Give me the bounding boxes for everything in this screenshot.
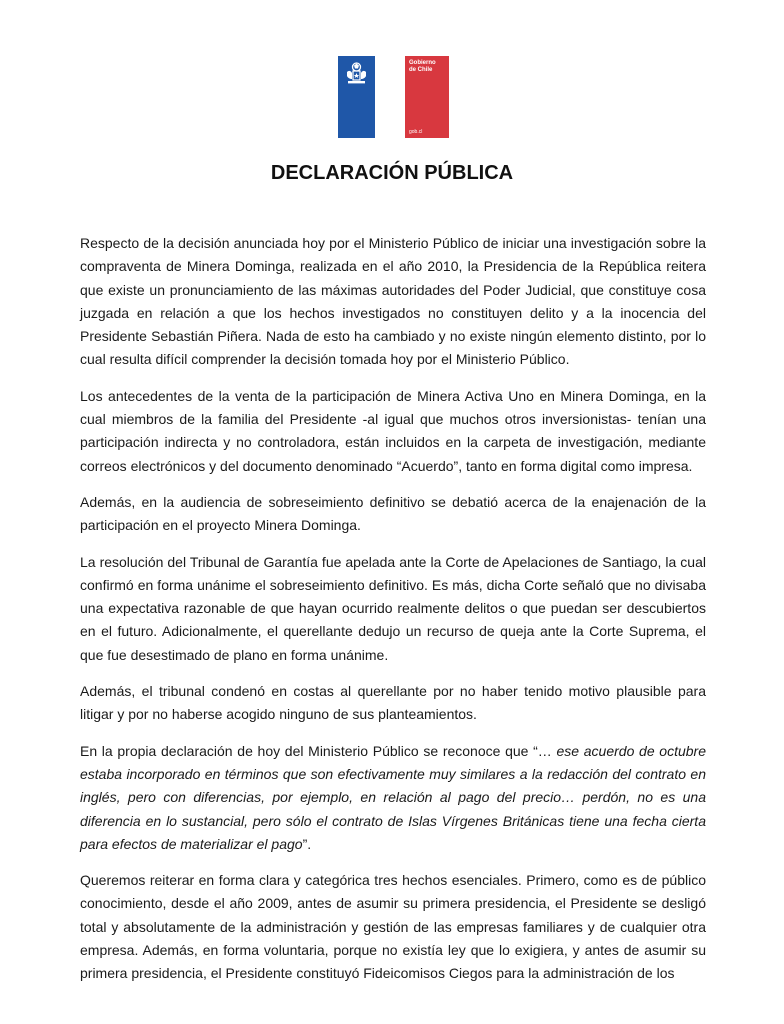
paragraph-5: Además, el tribunal condenó en costas al querellante por no haber tenido motivo plausible para litigar y por no haberse acogido ninguno de sus planteamientos. xyxy=(80,683,706,723)
logo-url-text: gob.cl xyxy=(409,129,423,135)
paragraph-7: Queremos reiterar en forma clara y categórica tres hechos esenciales. Primero, como es de público conocimiento, desde el año 2009, antes de asumir su primera presidencia, el Presidente se desligó total y absolutamente de la administración y gestión de las empresas familiares y de cualquier otra empresa. Además, en forma voluntaria, porque no existía ley que lo exigiera, y antes de asumir su primera presidencia, el Presidente constituyó Fideicomisos Ciegos para la administración de los xyxy=(80,872,706,982)
document-body xyxy=(80,232,706,999)
paragraph-2: Los antecedentes de la venta de la participación de Minera Activa Uno en Minera Dominga, en la cual miembros de la familia del Presidente -al igual que muchos otros inversionistas- tenían una participación indirecta y no controladora, están incluidos en la carpeta de investigación, mediante correos electrónicos y del documento denominado “Acuerdo”, tanto en forma digital como impresa. xyxy=(80,387,706,474)
page-title: DECLARACIÓN PÚBLICA xyxy=(270,162,514,184)
logo-red-band xyxy=(405,56,449,138)
paragraph-3: Además, en la audiencia de sobreseimiento definitivo se debatió acerca de la enajenación de la participación en el proyecto Minera Dominga. xyxy=(80,493,706,534)
paragraph-1: Respecto de la decisión anunciada hoy por el Ministerio Público de iniciar una investigación sobre la compraventa de Minera Dominga, realizada en el año 2010, la Presidencia de la República reitera que existe un pronunciamiento de las máximas autoridades del Poder Judicial, que constituye cosa juzgada en relación a que los hechos investigados no constituyen delito y a la inocencia del Presidente Sebastián Piñera. Nada de esto ha cambiado y no existe ningún elemento distinto, por lo cual resulta difícil comprender la decisión tomada hoy por el Ministerio Público. xyxy=(80,235,706,368)
logo-brand-text: Gobierno de Chile xyxy=(409,60,436,73)
gobierno-de-chile-logo xyxy=(338,56,449,138)
paragraph-6-quote xyxy=(80,740,706,856)
coat-of-arms-icon xyxy=(343,60,370,86)
paragraph-4: La resolución del Tribunal de Garantía fue apelada ante la Corte de Apelaciones de Santiago, la cual confirmó en forma unánime el sobreseimiento definitivo. Es más, dicha Corte señaló que no divisaba una expectativa razonable de que hayan ocurrido realmente delitos o que puedan ser descubiertos en el futuro. Adicionalmente, el querellante dedujo un recurso de queja ante la Corte Suprema, el que fue desestimado de plano en forma unánime. xyxy=(80,553,706,663)
quote-outro: ”. xyxy=(302,835,312,852)
quote-text: ese acuerdo de octubre estaba incorporado en términos que son efectivamente muy similares a la redacción del contrato en inglés, pero con diferencias, por ejemplo, en relación al pago del precio… perdón, no es una diferencia en lo sustancial, pero sólo el contrato de Islas Vírgenes Británicas tiene una fecha cierta para efectos de materializar el pago xyxy=(80,742,706,852)
quote-intro: En la propia declaración de hoy del Ministerio Público se reconoce que “… xyxy=(80,742,557,759)
logo-blue-band xyxy=(338,56,375,138)
